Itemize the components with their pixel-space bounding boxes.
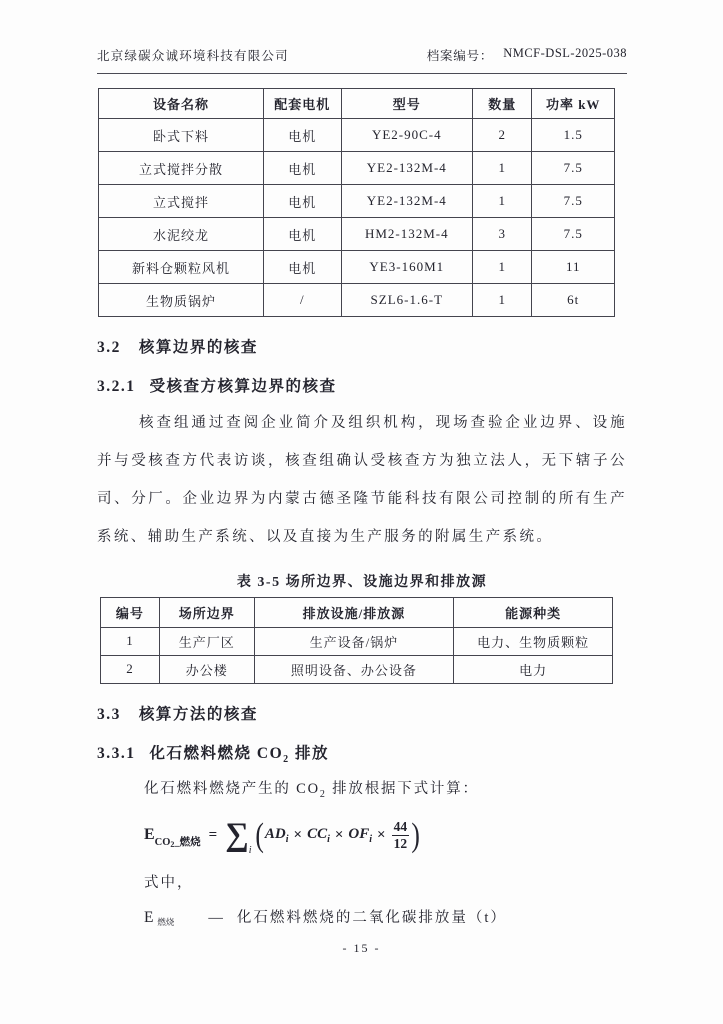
table-row — [101, 627, 613, 655]
col-header: 排放设施/排放源 — [254, 597, 454, 627]
section-title-text: 化石燃料燃烧 CO — [149, 744, 284, 762]
table-cell: 7.5 — [532, 185, 615, 218]
sub-co: CO — [154, 837, 171, 849]
table-row — [99, 218, 615, 251]
formula-intro — [97, 777, 627, 800]
table-cell: 卧式下料 — [99, 119, 264, 152]
table-cell: 电机 — [264, 218, 341, 251]
table-cell: YE2-132M-4 — [341, 152, 473, 185]
table-cell: YE3-160M1 — [341, 251, 473, 284]
section-heading-3-3-1 — [97, 741, 627, 765]
table-row — [101, 655, 613, 683]
term-index: i — [327, 833, 330, 845]
boundary-table — [100, 597, 613, 684]
table-cell: 电力 — [454, 655, 613, 683]
multiply-sign: × — [293, 826, 303, 843]
section-title: 核算边界的核查 — [138, 339, 258, 356]
table-row — [99, 284, 615, 317]
section-number: 3.2 — [97, 339, 121, 356]
multiply-sign: × — [334, 826, 344, 843]
co2-combustion-formula — [144, 809, 627, 861]
table-cell: 照明设备、办公设备 — [254, 655, 454, 683]
table-cell: 2 — [101, 655, 160, 683]
section-heading-3-3 — [97, 702, 627, 724]
table-cell: 1 — [473, 152, 532, 185]
boundary-paragraph: 核查组通过查阅企业简介及组织机构，现场查验企业边界、设施并与受核查方代表访谈，核查组确认受核查方为独立法人，无下辖子公司、分厂。企业边界为内蒙古德圣隆节能科技有限公司控制的所有生产系统、辅助生产系统、以及直接为生产服务的附属生产系统。 — [97, 415, 627, 545]
sigma-symbol: ∑ — [225, 816, 249, 853]
table-cell: 新料仓颗粒风机 — [99, 251, 264, 284]
equipment-table — [98, 88, 615, 317]
table-cell: 2 — [473, 119, 532, 152]
fraction-denominator: 12 — [393, 835, 408, 851]
table-row — [99, 119, 615, 152]
table-cell: 电机 — [264, 251, 341, 284]
section-number: 3.2.1 — [97, 378, 136, 395]
term-AD — [265, 826, 289, 845]
open-paren: ( — [254, 816, 264, 854]
col-header: 场所边界 — [159, 597, 254, 627]
definition-text: 化石燃料燃烧的二氧化碳排放量（t） — [236, 910, 507, 927]
col-header: 数量 — [473, 89, 532, 119]
table-cell: 办公楼 — [159, 655, 254, 683]
table-cell: 1.5 — [532, 119, 615, 152]
section-title-text: 排放 — [289, 744, 330, 762]
multiply-sign: × — [377, 826, 386, 843]
intro-text: 排放根据下式计算： — [326, 780, 479, 797]
symbol-definition — [144, 906, 627, 928]
term-base: OF — [348, 825, 370, 842]
table-cell: 电力、生物质颗粒 — [454, 627, 613, 655]
sigma-index: i — [248, 845, 252, 857]
table-cell: 1 — [101, 627, 160, 655]
definition-dash: — — [208, 910, 223, 927]
sub-2: 2 — [170, 840, 175, 850]
company-name: 北京绿碳众诚环境科技有限公司 — [97, 49, 289, 63]
section-heading-3-2-1 — [97, 374, 627, 396]
equals-sign: = — [208, 826, 218, 843]
term-OF — [348, 826, 372, 845]
fraction-numerator: 44 — [393, 819, 408, 835]
sub-combustion: _燃烧 — [174, 837, 201, 849]
definition-symbol — [144, 909, 174, 928]
table-row — [99, 185, 615, 218]
col-header: 配套电机 — [264, 89, 341, 119]
section-number: 3.3.1 — [97, 744, 136, 762]
boundary-table-title: 表 3-5 场所边界、设施边界和排放源 — [236, 574, 488, 590]
def-symbol-subscript: 燃烧 — [157, 917, 175, 928]
summation — [225, 816, 252, 857]
table-cell: 1 — [473, 251, 532, 284]
term-index: i — [369, 833, 373, 845]
section-title: 受核查方核算边界的核查 — [149, 378, 337, 395]
formula-lhs — [144, 826, 201, 850]
archive-label: 档案编号： — [426, 49, 494, 63]
col-header: 能源种类 — [454, 597, 613, 627]
table-cell: 生产设备/锅炉 — [254, 627, 454, 655]
section-title — [150, 741, 330, 765]
page-number: - 15 - — [342, 941, 381, 955]
table-cell: 1 — [473, 185, 532, 218]
table-cell: 7.5 — [532, 152, 615, 185]
col-header: 型号 — [341, 89, 473, 119]
table-cell: YE2-90C-4 — [341, 119, 473, 152]
co2-subscript: 2 — [319, 788, 327, 800]
table-cell: YE2-132M-4 — [341, 185, 473, 218]
term-index: i — [285, 833, 289, 845]
table-cell: 立式搅拌分散 — [99, 152, 264, 185]
col-header: 设备名称 — [99, 89, 264, 119]
term-base: AD — [264, 825, 286, 842]
table-cell: 3 — [473, 218, 532, 251]
table-cell: 电机 — [264, 119, 341, 152]
section-number: 3.3 — [97, 705, 121, 723]
section-title: 核算方法的核查 — [138, 705, 258, 723]
table-cell: SZL6-1.6-T — [341, 284, 473, 317]
table-cell: 生物质锅炉 — [99, 284, 264, 317]
table-cell: HM2-132M-4 — [341, 218, 473, 251]
table-cell: 6t — [532, 284, 615, 317]
archive-number-group — [427, 46, 627, 64]
close-paren: ) — [411, 816, 421, 854]
table-cell: 电机 — [264, 185, 341, 218]
col-header: 功率 kW — [532, 89, 615, 119]
formula-symbol-E: E — [144, 826, 155, 844]
col-header: 编号 — [101, 597, 160, 627]
term-CC — [307, 826, 330, 845]
table-cell: 电机 — [264, 152, 341, 185]
table-header-row — [99, 89, 615, 119]
def-symbol-E: E — [144, 909, 154, 927]
formula-lhs-subscript — [155, 834, 201, 849]
co2-subscript: 2 — [283, 753, 290, 765]
table-cell: 立式搅拌 — [99, 185, 264, 218]
page-header — [97, 46, 627, 74]
archive-number: NMCF-DSL-2025-038 — [503, 46, 627, 60]
table-header-row — [101, 597, 613, 627]
table-cell: 11 — [532, 251, 615, 284]
table-cell: 生产厂区 — [159, 627, 254, 655]
fraction-44-12 — [392, 819, 410, 851]
table-cell: 水泥绞龙 — [99, 218, 264, 251]
table-cell: 1 — [473, 284, 532, 317]
intro-text: 化石燃料燃烧产生的 CO — [144, 780, 320, 797]
table-cell: 7.5 — [532, 218, 615, 251]
table-row — [99, 152, 615, 185]
where-label: 式中， — [144, 875, 194, 892]
table-cell: / — [264, 284, 341, 317]
term-base: CC — [307, 825, 328, 842]
section-heading-3-2 — [97, 335, 627, 357]
table-row — [99, 251, 615, 284]
